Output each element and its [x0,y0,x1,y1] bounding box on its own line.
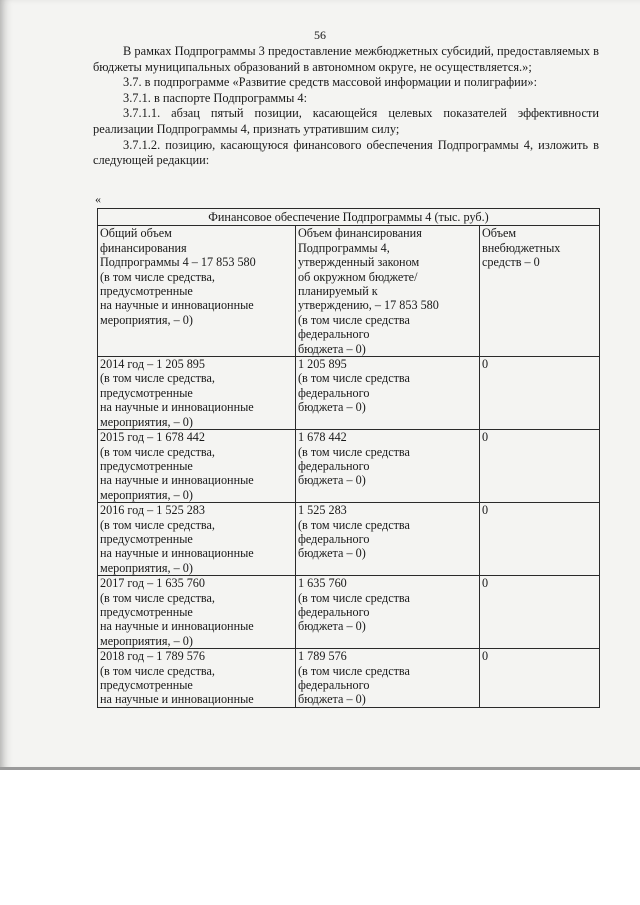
cell-line: на научные и инновационные [100,546,254,561]
row-offbudget-cell: 0 [480,576,600,649]
cell-line: предусмотренные [100,604,193,619]
cell-line: (в том числе средства, [100,444,215,459]
cell-line: об окружном бюджете/ [298,269,418,284]
table-row [98,503,600,576]
scan-bottom-edge [0,767,640,770]
cell-line: бюджета – 0) [298,546,366,561]
table-row [98,357,600,430]
table-row [98,576,600,649]
cell-line: на научные и инновационные [100,692,254,707]
cell-line: (в том числе средства, [100,269,215,284]
cell-line: 1 789 576 [298,649,347,664]
row-budget-cell [296,576,480,649]
paragraph-subprogram-3: В рамках Подпрограммы 3 предоставление межбюджетных субсидий, предоставляемых в бюджеты муниципальных образований в автономном округе, не осуществляется.»; [93,44,599,74]
cell-line: 1 525 283 [298,503,347,518]
cell-line: (в том числе средства [298,590,410,605]
cell-line: федерального [298,531,370,546]
cell-line: Подпрограммы 4 – 17 853 580 [100,255,256,270]
header-total-cell [98,226,296,357]
row-budget-cell [296,649,480,708]
row-total-cell [98,357,296,430]
cell-line: (в том числе средства, [100,663,215,678]
paragraph-3-7-1-2: 3.7.1.2. позицию, касающуюся финансового обеспечения Подпрограммы 4, изложить в следующей редакции: [93,137,599,168]
body-text [93,44,599,169]
cell-line: федерального [298,327,370,342]
paragraph-3-7-1-1: 3.7.1.1. абзац пятый позиции, касающейся целевых показателей эффективности реализации Подпрограммы 4, признать утратившим силу; [93,106,599,136]
cell-line: финансирования [100,240,187,255]
table-row [98,649,600,708]
table-caption: Финансовое обеспечение Подпрограммы 4 (тыс. руб.) [98,209,600,226]
cell-line: мероприятия, – 0) [100,560,193,575]
row-total-cell [98,649,296,708]
cell-line: на научные и инновационные [100,298,254,313]
cell-line: федерального [298,678,370,692]
cell-line: (в том числе средства, [100,590,215,605]
cell-line: (в том числе средства [298,312,410,327]
cell-line: мероприятия, – 0) [100,487,193,502]
row-offbudget-cell: 0 [480,357,600,430]
cell-line: бюджета – 0) [298,619,366,634]
cell-line: средств – 0 [482,255,540,270]
table-body [98,226,600,707]
row-budget-cell [296,357,480,430]
cell-line: Объем финансирования [298,226,422,241]
cell-line: 2017 год – 1 635 760 [100,576,205,591]
cell-line: бюджета – 0) [298,692,366,707]
cell-line: внебюджетных [482,240,561,255]
paragraph-3-7: 3.7. в подпрограмме «Развитие средств массовой информации и полиграфии»: [123,75,538,90]
paragraph-3-7-1: 3.7.1. в паспорте Подпрограммы 4: [123,90,308,105]
cell-line: 2014 год – 1 205 895 [100,357,205,372]
cell-line: бюджета – 0) [298,400,366,415]
cell-line: (в том числе средства, [100,517,215,532]
cell-line: бюджета – 0) [298,473,366,488]
cell-line: Подпрограммы 4, [298,240,390,255]
cell-line: предусмотренные [100,531,193,546]
row-total-cell [98,430,296,503]
cell-line: (в том числе средства [298,371,410,386]
cell-line: планируемый к [298,284,378,299]
cell-line: мероприятия, – 0) [100,633,193,648]
cell-line: федерального [298,458,370,473]
cell-line: на научные и инновационные [100,473,254,488]
cell-line: 1 205 895 [298,357,347,372]
cell-line: Объем [482,226,517,241]
cell-line: на научные и инновационные [100,400,254,415]
cell-line: предусмотренные [100,678,193,692]
row-offbudget-cell: 0 [480,430,600,503]
cell-line: предусмотренные [100,458,193,473]
cell-line: 2015 год – 1 678 442 [100,430,205,445]
row-budget-cell [296,430,480,503]
row-budget-cell [296,503,480,576]
row-offbudget-cell: 0 [480,649,600,708]
cell-line: (в том числе средства, [100,371,215,386]
row-total-cell [98,503,296,576]
cell-line: 1 635 760 [298,576,347,591]
row-offbudget-cell: 0 [480,503,600,576]
cell-line: на научные и инновационные [100,619,254,634]
open-quote: « [95,192,101,206]
cell-line: предусмотренные [100,284,193,299]
cell-line: (в том числе средства [298,444,410,459]
cell-line: утвержденный законом [298,255,420,270]
cell-line: утверждению, – 17 853 580 [298,298,439,313]
row-total-cell [98,576,296,649]
cell-line: (в том числе средства [298,517,410,532]
cell-line: (в том числе средства [298,663,410,678]
cell-line: мероприятия, – 0) [100,312,193,327]
page-number: 56 [314,28,326,42]
cell-line: Общий объем [100,226,172,241]
cell-line: предусмотренные [100,385,193,400]
cell-line: федерального [298,604,370,619]
cell-line: 2018 год – 1 789 576 [100,649,205,664]
table-header-row [98,226,600,357]
table-row [98,430,600,503]
header-budget-cell [296,226,480,357]
financing-table [97,208,600,708]
cell-line: бюджета – 0) [298,341,366,356]
cell-line: мероприятия, – 0) [100,414,193,429]
cell-line: 1 678 442 [298,430,347,445]
header-offbudget-cell [480,226,600,357]
cell-line: 2016 год – 1 525 283 [100,503,205,518]
cell-line: федерального [298,385,370,400]
